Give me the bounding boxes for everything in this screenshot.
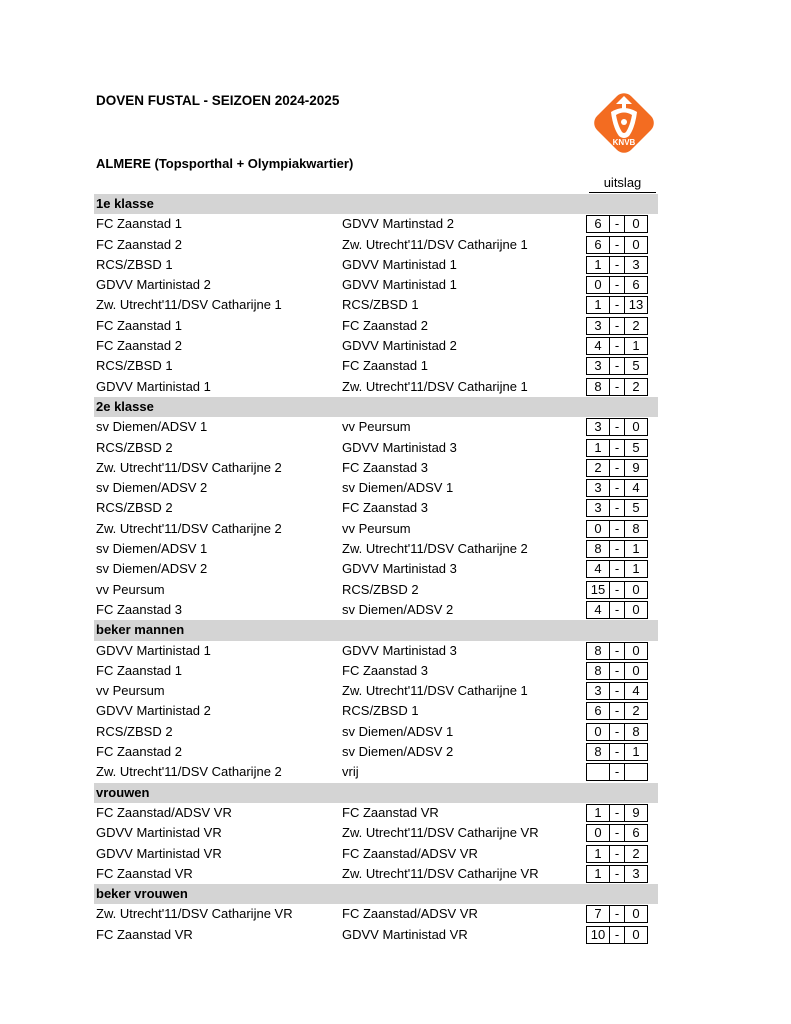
away-score: 0 [624, 418, 648, 436]
home-team: RCS/ZBSD 2 [96, 439, 173, 455]
away-team: RCS/ZBSD 1 [342, 297, 419, 313]
home-team: sv Diemen/ADSV 2 [96, 480, 208, 496]
away-team: Zw. Utrecht'11/DSV Catharijne VR [342, 825, 539, 841]
score-separator: - [610, 439, 624, 457]
home-score: 3 [586, 357, 610, 375]
score-separator: - [610, 337, 624, 355]
match-row [94, 600, 658, 620]
away-team: sv Diemen/ADSV 2 [342, 744, 454, 760]
home-score: 0 [586, 824, 610, 842]
match-row [94, 681, 658, 701]
match-row [94, 539, 658, 559]
away-score: 9 [624, 804, 648, 822]
score-box [586, 479, 648, 497]
home-score: 4 [586, 560, 610, 578]
home-score: 0 [586, 723, 610, 741]
score-box [586, 682, 648, 700]
away-team: GDVV Martinistad VR [342, 926, 468, 942]
logo-text: KNVB [612, 138, 636, 147]
match-row [94, 255, 658, 275]
score-separator: - [610, 317, 624, 335]
home-score: 3 [586, 682, 610, 700]
home-team: GDVV Martinistad 2 [96, 277, 211, 293]
score-separator: - [610, 418, 624, 436]
home-team: RCS/ZBSD 1 [96, 358, 173, 374]
home-score: 8 [586, 540, 610, 558]
score-separator: - [610, 723, 624, 741]
score-separator: - [610, 296, 624, 314]
away-team: Zw. Utrecht'11/DSV Catharijne VR [342, 865, 539, 881]
home-team: RCS/ZBSD 2 [96, 723, 173, 739]
score-separator: - [610, 479, 624, 497]
away-team: FC Zaanstad 3 [342, 662, 428, 678]
home-score: 4 [586, 337, 610, 355]
score-box [586, 865, 648, 883]
away-score: 2 [624, 317, 648, 335]
section-header: 2e klasse [94, 397, 658, 417]
score-separator: - [610, 276, 624, 294]
home-score: 8 [586, 743, 610, 761]
match-row [94, 275, 658, 295]
away-score: 8 [624, 520, 648, 538]
away-team: vv Peursum [342, 419, 411, 435]
away-score: 4 [624, 682, 648, 700]
home-score: 0 [586, 276, 610, 294]
score-separator: - [610, 642, 624, 660]
home-team: Zw. Utrecht'11/DSV Catharijne VR [96, 906, 293, 922]
away-team: sv Diemen/ADSV 1 [342, 480, 454, 496]
score-box [586, 236, 648, 254]
home-team: sv Diemen/ADSV 1 [96, 419, 208, 435]
away-score: 0 [624, 926, 648, 944]
away-team: GDVV Martinistad 1 [342, 256, 457, 272]
match-row [94, 438, 658, 458]
home-score: 1 [586, 256, 610, 274]
score-separator: - [610, 743, 624, 761]
home-team: Zw. Utrecht'11/DSV Catharijne 2 [96, 520, 282, 536]
away-score: 1 [624, 560, 648, 578]
away-score: 0 [624, 662, 648, 680]
score-separator: - [610, 845, 624, 863]
score-box [586, 215, 648, 233]
home-team: Zw. Utrecht'11/DSV Catharijne 2 [96, 764, 282, 780]
match-row [94, 823, 658, 843]
home-score: 8 [586, 662, 610, 680]
away-score: 8 [624, 723, 648, 741]
away-score: 6 [624, 824, 648, 842]
match-row [94, 701, 658, 721]
score-separator: - [610, 682, 624, 700]
score-box [586, 926, 648, 944]
away-score: 3 [624, 865, 648, 883]
match-row [94, 580, 658, 600]
home-score: 6 [586, 236, 610, 254]
score-separator: - [610, 215, 624, 233]
home-score: 6 [586, 702, 610, 720]
home-score: 1 [586, 865, 610, 883]
section-header: beker vrouwen [94, 884, 658, 904]
score-box [586, 905, 648, 923]
score-box [586, 540, 648, 558]
away-score: 13 [624, 296, 648, 314]
score-box [586, 804, 648, 822]
score-box [586, 520, 648, 538]
home-score: 1 [586, 845, 610, 863]
home-team: vv Peursum [96, 581, 165, 597]
results-table [94, 194, 658, 945]
score-separator: - [610, 540, 624, 558]
score-box [586, 723, 648, 741]
score-separator: - [610, 601, 624, 619]
away-team: GDVV Martinstad 2 [342, 216, 454, 232]
home-team: GDVV Martinistad 2 [96, 703, 211, 719]
match-row [94, 316, 658, 336]
match-row [94, 295, 658, 315]
away-team: vv Peursum [342, 520, 411, 536]
away-team: FC Zaanstad VR [342, 804, 439, 820]
match-row [94, 762, 658, 782]
score-separator: - [610, 824, 624, 842]
home-team: FC Zaanstad 3 [96, 601, 182, 617]
away-team: GDVV Martinistad 1 [342, 277, 457, 293]
score-separator: - [610, 804, 624, 822]
score-separator: - [610, 926, 624, 944]
home-score: 1 [586, 439, 610, 457]
match-row [94, 559, 658, 579]
away-team: sv Diemen/ADSV 2 [342, 601, 454, 617]
away-score: 9 [624, 459, 648, 477]
away-team: FC Zaanstad/ADSV VR [342, 845, 478, 861]
score-separator: - [610, 459, 624, 477]
home-score: 7 [586, 905, 610, 923]
away-score: 5 [624, 357, 648, 375]
home-team: GDVV Martinistad 1 [96, 642, 211, 658]
score-box [586, 296, 648, 314]
away-team: GDVV Martinistad 3 [342, 439, 457, 455]
score-box [586, 662, 648, 680]
match-row [94, 641, 658, 661]
score-separator: - [610, 702, 624, 720]
match-row [94, 925, 658, 945]
away-score: 3 [624, 256, 648, 274]
score-separator: - [610, 905, 624, 923]
away-team: FC Zaanstad/ADSV VR [342, 906, 478, 922]
away-team: Zw. Utrecht'11/DSV Catharijne 1 [342, 378, 528, 394]
score-box [586, 378, 648, 396]
home-score: 6 [586, 215, 610, 233]
home-team: Zw. Utrecht'11/DSV Catharijne 1 [96, 297, 282, 313]
score-separator: - [610, 865, 624, 883]
score-box [586, 459, 648, 477]
score-separator: - [610, 378, 624, 396]
away-team: RCS/ZBSD 2 [342, 581, 419, 597]
score-box [586, 702, 648, 720]
home-team: GDVV Martinistad VR [96, 825, 222, 841]
away-score: 5 [624, 439, 648, 457]
home-team: RCS/ZBSD 2 [96, 500, 173, 516]
away-score [624, 763, 648, 781]
home-score: 3 [586, 499, 610, 517]
away-team: FC Zaanstad 1 [342, 358, 428, 374]
away-score: 0 [624, 215, 648, 233]
home-team: FC Zaanstad 2 [96, 744, 182, 760]
match-row [94, 356, 658, 376]
home-team: Zw. Utrecht'11/DSV Catharijne 2 [96, 459, 282, 475]
home-team: FC Zaanstad/ADSV VR [96, 804, 232, 820]
home-team: vv Peursum [96, 683, 165, 699]
score-box [586, 439, 648, 457]
score-separator: - [610, 581, 624, 599]
away-team: GDVV Martinistad 2 [342, 338, 457, 354]
home-score [586, 763, 610, 781]
match-row [94, 458, 658, 478]
score-box [586, 763, 648, 781]
away-score: 1 [624, 337, 648, 355]
away-team: FC Zaanstad 3 [342, 500, 428, 516]
match-row [94, 214, 658, 234]
score-separator: - [610, 520, 624, 538]
home-team: FC Zaanstad 2 [96, 236, 182, 252]
score-box [586, 845, 648, 863]
away-team: FC Zaanstad 2 [342, 317, 428, 333]
score-box [586, 256, 648, 274]
away-score: 0 [624, 905, 648, 923]
away-score: 2 [624, 845, 648, 863]
home-team: RCS/ZBSD 1 [96, 256, 173, 272]
score-box [586, 581, 648, 599]
away-score: 0 [624, 642, 648, 660]
away-team: Zw. Utrecht'11/DSV Catharijne 2 [342, 541, 528, 557]
score-box [586, 418, 648, 436]
match-row [94, 519, 658, 539]
away-score: 0 [624, 581, 648, 599]
home-score: 3 [586, 479, 610, 497]
home-score: 4 [586, 601, 610, 619]
home-score: 3 [586, 317, 610, 335]
match-row [94, 844, 658, 864]
away-score: 5 [624, 499, 648, 517]
home-score: 3 [586, 418, 610, 436]
match-row [94, 864, 658, 884]
home-score: 1 [586, 296, 610, 314]
match-row [94, 377, 658, 397]
away-score: 4 [624, 479, 648, 497]
away-team: vrij [342, 764, 359, 780]
score-box [586, 499, 648, 517]
score-column-header: uitslag [589, 174, 656, 193]
section-header: vrouwen [94, 783, 658, 803]
home-score: 8 [586, 642, 610, 660]
match-row [94, 498, 658, 518]
score-separator: - [610, 560, 624, 578]
score-box [586, 743, 648, 761]
away-team: Zw. Utrecht'11/DSV Catharijne 1 [342, 683, 528, 699]
score-box [586, 824, 648, 842]
section-header: 1e klasse [94, 194, 658, 214]
home-score: 15 [586, 581, 610, 599]
score-box [586, 357, 648, 375]
home-team: FC Zaanstad VR [96, 865, 193, 881]
away-team: FC Zaanstad 3 [342, 459, 428, 475]
away-team: GDVV Martinistad 3 [342, 561, 457, 577]
home-team: FC Zaanstad 1 [96, 317, 182, 333]
home-team: GDVV Martinistad 1 [96, 378, 211, 394]
home-team: FC Zaanstad 2 [96, 338, 182, 354]
section-header: beker mannen [94, 620, 658, 640]
away-score: 1 [624, 743, 648, 761]
away-team: sv Diemen/ADSV 1 [342, 723, 454, 739]
match-row [94, 803, 658, 823]
home-score: 10 [586, 926, 610, 944]
home-team: GDVV Martinistad VR [96, 845, 222, 861]
score-box [586, 337, 648, 355]
knvb-logo [583, 82, 665, 164]
away-score: 0 [624, 236, 648, 254]
away-score: 1 [624, 540, 648, 558]
away-score: 2 [624, 702, 648, 720]
match-row [94, 722, 658, 742]
score-separator: - [610, 357, 624, 375]
away-score: 0 [624, 601, 648, 619]
match-row [94, 742, 658, 762]
home-team: sv Diemen/ADSV 2 [96, 561, 208, 577]
venue-subtitle: ALMERE (Topsporthal + Olympiakwartier) [96, 156, 354, 171]
score-separator: - [610, 236, 624, 254]
score-separator: - [610, 763, 624, 781]
home-team: FC Zaanstad VR [96, 926, 193, 942]
home-team: FC Zaanstad 1 [96, 216, 182, 232]
away-score: 2 [624, 378, 648, 396]
score-box [586, 601, 648, 619]
away-team: GDVV Martinistad 3 [342, 642, 457, 658]
match-row [94, 661, 658, 681]
home-score: 2 [586, 459, 610, 477]
score-box [586, 317, 648, 335]
score-box [586, 642, 648, 660]
match-row [94, 417, 658, 437]
away-score: 6 [624, 276, 648, 294]
home-score: 8 [586, 378, 610, 396]
match-row [94, 235, 658, 255]
away-team: RCS/ZBSD 1 [342, 703, 419, 719]
home-score: 0 [586, 520, 610, 538]
away-team: Zw. Utrecht'11/DSV Catharijne 1 [342, 236, 528, 252]
score-separator: - [610, 256, 624, 274]
score-separator: - [610, 662, 624, 680]
home-team: FC Zaanstad 1 [96, 662, 182, 678]
match-row [94, 336, 658, 356]
match-row [94, 478, 658, 498]
home-score: 1 [586, 804, 610, 822]
home-team: sv Diemen/ADSV 1 [96, 541, 208, 557]
score-separator: - [610, 499, 624, 517]
score-box [586, 560, 648, 578]
match-row [94, 904, 658, 924]
score-box [586, 276, 648, 294]
page-title: DOVEN FUSTAL - SEIZOEN 2024-2025 [96, 93, 340, 108]
